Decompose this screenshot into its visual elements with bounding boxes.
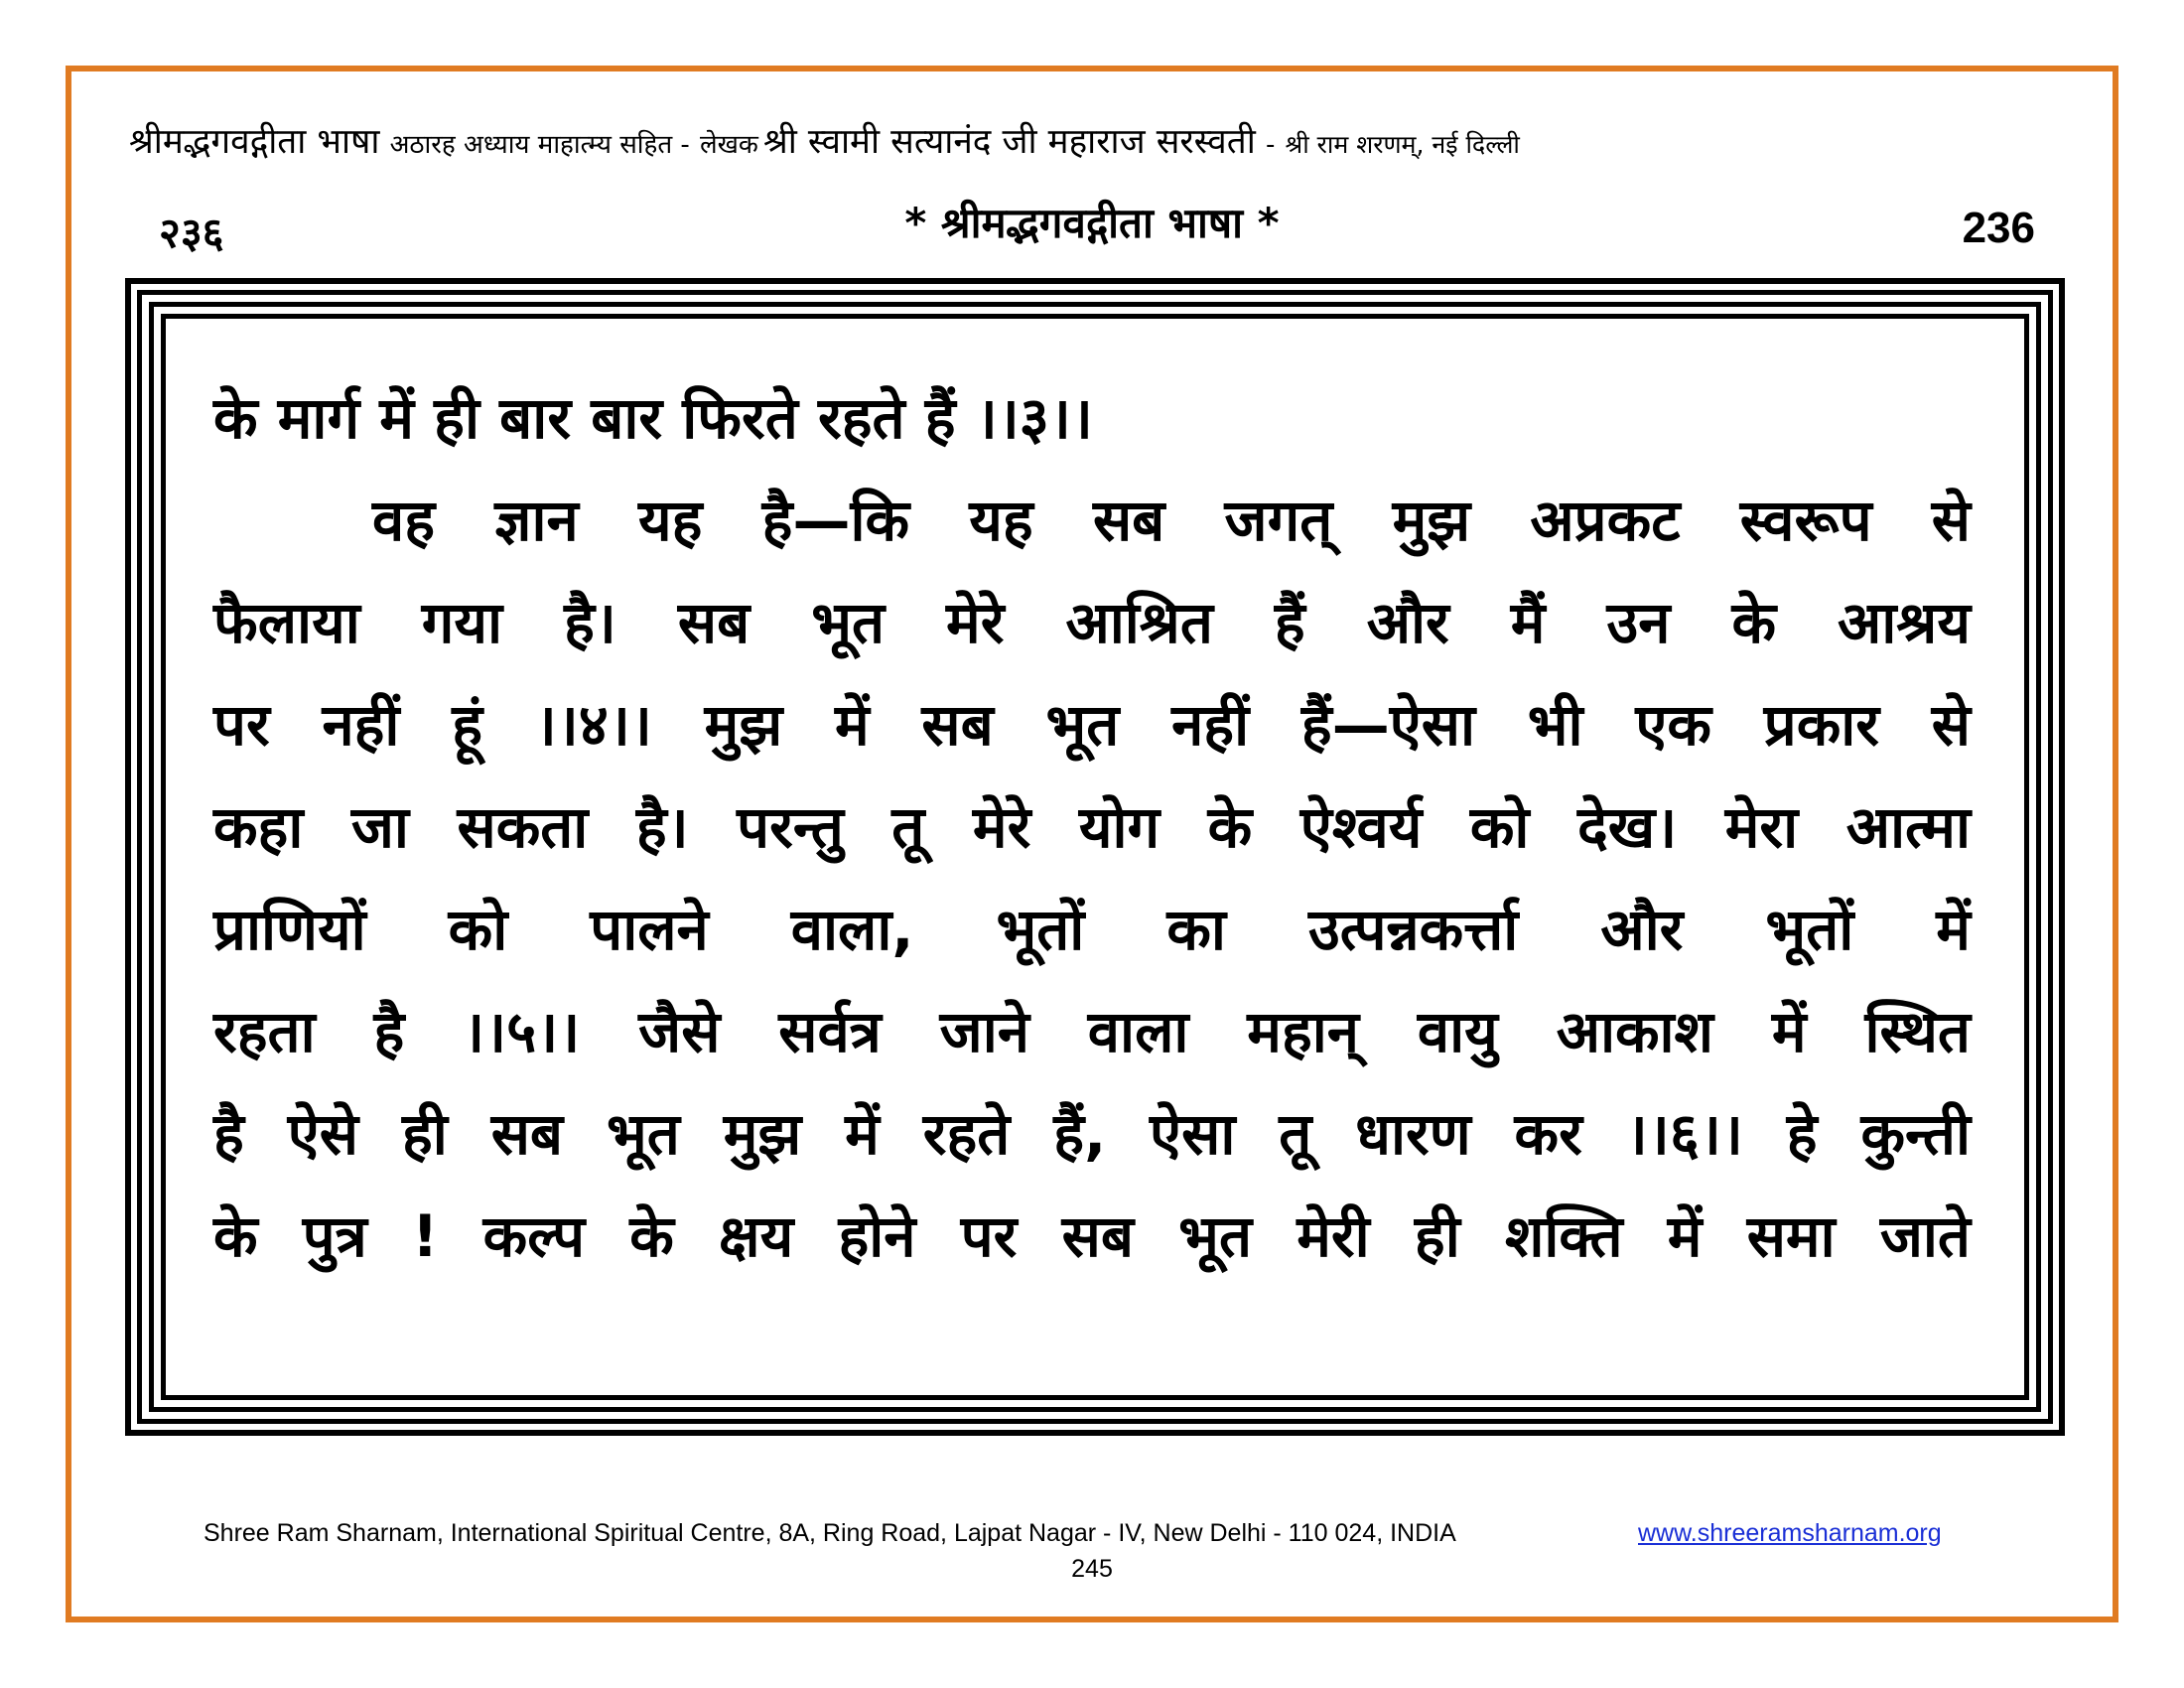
text-line: रहता है ।।५।। जैसे सर्वत्र जाने वाला महान् वायु आकाश में स्थित	[213, 998, 1971, 1065]
header-publisher: श्री राम शरणम्, नई दिल्ली	[1285, 130, 1520, 159]
footer-address: Shree Ram Sharnam, International Spiritual Centre, 8A, Ring Road, Lajpat Nagar - IV, New Delhi - 110 024, INDIA	[204, 1519, 1456, 1547]
text-line: के पुत्र ! कल्प के क्षय होने पर सब भूत मेरी ही शक्ति में समा जाते	[213, 1202, 1971, 1270]
text-line: के मार्ग में ही बार बार फिरते रहते हैं ।।३।।	[213, 384, 1093, 452]
text-line: पर नहीं हूं ।।४।। मुझ में सब भूत नहीं हैं—ऐसा भी एक प्रकार से	[213, 691, 1971, 759]
header-separator: -	[1265, 130, 1276, 160]
page-number-arabic: 236	[1962, 204, 2035, 252]
header-subtitle: अठारह अध्याय माहात्म्य सहित -	[389, 130, 690, 160]
footer-page-number: 245	[1071, 1555, 1113, 1583]
page-number-devanagari: २३६	[159, 209, 224, 257]
document-header	[129, 117, 2055, 173]
text-line: वह ज्ञान यह है—कि यह सब जगत् मुझ अप्रकट स्वरूप से	[372, 487, 1971, 554]
header-author-prefix: लेखक	[699, 130, 758, 160]
header-title: श्रीमद्भगवद्गीता भाषा	[129, 122, 380, 162]
footer-website-link[interactable]: www.shreeramsharnam.org	[1638, 1519, 1942, 1547]
scripture-text	[213, 367, 1971, 1288]
text-line: कहा जा सकता है। परन्तु तू मेरे योग के ऐश्वर्य को देख। मेरा आत्मा	[213, 793, 1971, 861]
text-line: फैलाया गया है। सब भूत मेरे आश्रित हैं और मैं उन के आश्रय	[213, 589, 1971, 656]
text-line: है ऐसे ही सब भूत मुझ में रहते हैं, ऐसा तू धारण कर ।।६।। हे कुन्ती	[213, 1100, 1971, 1168]
header-author: श्री स्वामी सत्यानंद जी महाराज सरस्वती	[762, 122, 1256, 162]
text-line: प्राणियों को पालने वाला, भूतों का उत्पन्नकर्त्ता और भूतों में	[213, 896, 1971, 963]
running-title: * श्रीमद्भगवद्गीता भाषा *	[904, 199, 1280, 247]
